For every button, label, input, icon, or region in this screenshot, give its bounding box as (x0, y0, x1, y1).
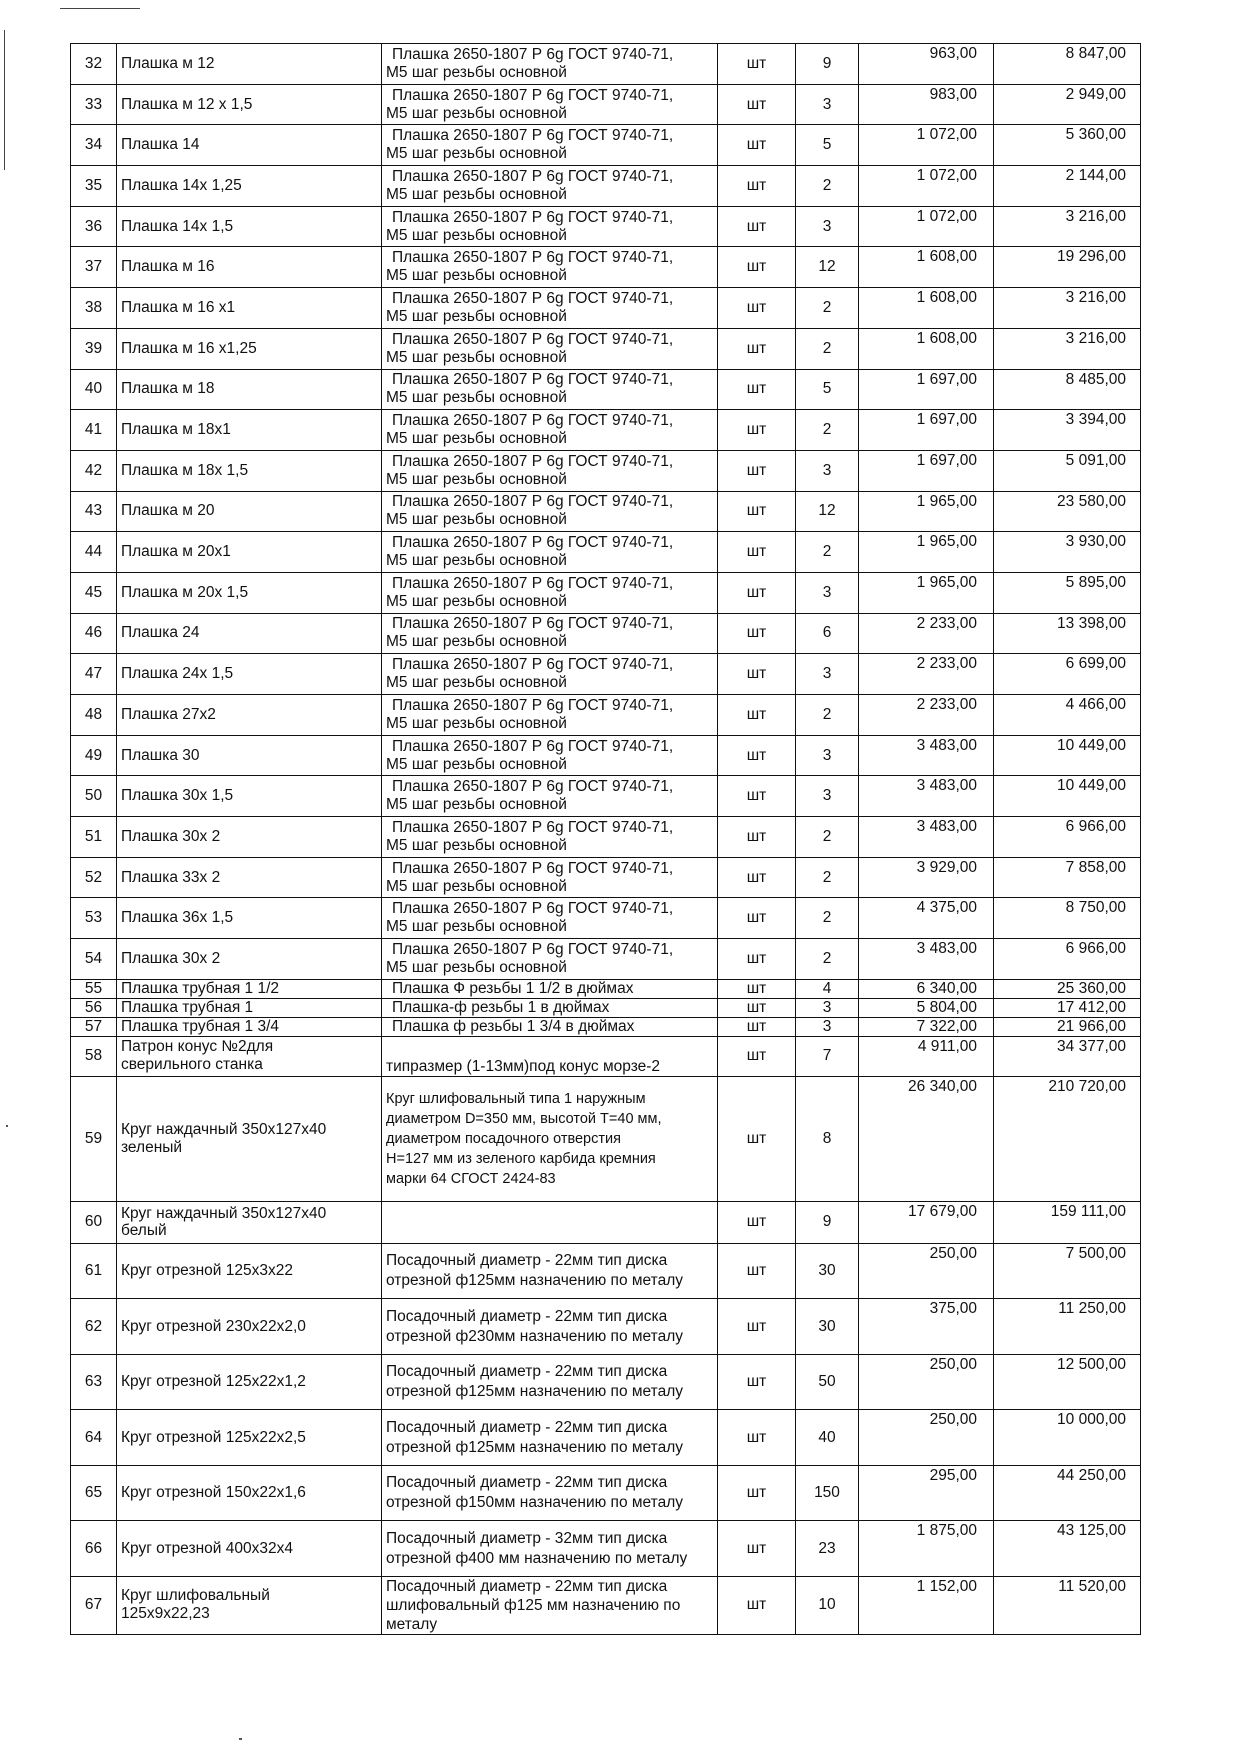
item-name: Круг шлифовальный 125х9х22,23 (117, 1576, 382, 1634)
item-name: Плашка м 16 (117, 247, 382, 288)
item-name: Круг отрезной 125х3х22 (117, 1243, 382, 1299)
item-sum: 5 091,00 (994, 450, 1141, 491)
item-unit: шт (718, 979, 796, 998)
item-description: Плашка 2650-1807 Р 6g ГОСТ 9740-71, М5 шаг резьбы основной (382, 247, 718, 288)
table-row (71, 1576, 1141, 1634)
item-price: 295,00 (859, 1465, 994, 1521)
table-row (71, 1465, 1141, 1521)
item-unit: шт (718, 532, 796, 573)
row-number: 51 (71, 817, 117, 858)
item-description: Плашка 2650-1807 Р 6g ГОСТ 9740-71, М5 шаг резьбы основной (382, 898, 718, 939)
item-quantity: 3 (796, 776, 859, 817)
item-sum: 8 750,00 (994, 898, 1141, 939)
item-price: 17 679,00 (859, 1201, 994, 1243)
item-unit: шт (718, 84, 796, 125)
item-description: Плашка 2650-1807 Р 6g ГОСТ 9740-71, М5 шаг резьбы основной (382, 613, 718, 654)
item-quantity: 30 (796, 1243, 859, 1299)
item-unit: шт (718, 857, 796, 898)
item-name: Плашка м 12 (117, 44, 382, 85)
item-price: 1 072,00 (859, 206, 994, 247)
item-description: Плашка 2650-1807 Р 6g ГОСТ 9740-71, М5 шаг резьбы основной (382, 450, 718, 491)
item-unit: шт (718, 817, 796, 858)
item-name: Плашка м 20х 1,5 (117, 572, 382, 613)
item-quantity: 4 (796, 979, 859, 998)
item-name: Плашка 30х 2 (117, 817, 382, 858)
item-quantity: 7 (796, 1036, 859, 1076)
item-quantity: 3 (796, 735, 859, 776)
item-price: 250,00 (859, 1243, 994, 1299)
item-name: Плашка 14 (117, 125, 382, 166)
item-unit: шт (718, 44, 796, 85)
table-row (71, 125, 1141, 166)
item-quantity: 150 (796, 1465, 859, 1521)
item-description: Посадочный диаметр - 22мм тип диска шлифовальный ф125 мм назначению по металу (382, 1576, 718, 1634)
table-row (71, 44, 1141, 85)
item-quantity: 40 (796, 1410, 859, 1466)
item-quantity: 6 (796, 613, 859, 654)
item-name: Круг отрезной 150х22х1,6 (117, 1465, 382, 1521)
item-description: Круг шлифовальный типа 1 наружным диаметром D=350 мм, высотой T=40 мм, диаметром посадочного отверстия H=127 мм из зеленого карбида кремния марки 64 СГОСТ 2424-83 (382, 1076, 718, 1201)
item-description: Посадочный диаметр - 22мм тип диска отрезной ф150мм назначению по металу (382, 1465, 718, 1521)
item-description: Плашка 2650-1807 Р 6g ГОСТ 9740-71, М5 шаг резьбы основной (382, 166, 718, 207)
row-number: 46 (71, 613, 117, 654)
row-number: 45 (71, 572, 117, 613)
item-price: 1 152,00 (859, 1576, 994, 1634)
item-name: Плашка м 18 (117, 369, 382, 410)
item-description (382, 1201, 718, 1243)
table-row (71, 1201, 1141, 1243)
item-quantity: 2 (796, 898, 859, 939)
item-name: Плашка трубная 1 3/4 (117, 1017, 382, 1036)
item-price: 2 233,00 (859, 695, 994, 736)
item-price: 1 072,00 (859, 166, 994, 207)
row-number: 61 (71, 1243, 117, 1299)
table-row (71, 1354, 1141, 1410)
item-price: 375,00 (859, 1299, 994, 1355)
item-description: Плашка 2650-1807 Р 6g ГОСТ 9740-71, М5 шаг резьбы основной (382, 817, 718, 858)
item-unit: шт (718, 288, 796, 329)
item-sum: 5 360,00 (994, 125, 1141, 166)
item-sum: 44 250,00 (994, 1465, 1141, 1521)
item-quantity: 3 (796, 572, 859, 613)
item-name: Плашка 24х 1,5 (117, 654, 382, 695)
item-price: 250,00 (859, 1354, 994, 1410)
item-price: 1 608,00 (859, 247, 994, 288)
item-quantity: 5 (796, 369, 859, 410)
item-name: Плашка м 16 х1 (117, 288, 382, 329)
row-number: 44 (71, 532, 117, 573)
row-number: 39 (71, 328, 117, 369)
item-price: 250,00 (859, 1410, 994, 1466)
item-sum: 3 216,00 (994, 206, 1141, 247)
item-sum: 10 449,00 (994, 776, 1141, 817)
item-unit: шт (718, 654, 796, 695)
item-price: 1 072,00 (859, 125, 994, 166)
item-description: Посадочный диаметр - 22мм тип диска отрезной ф125мм назначению по металу (382, 1354, 718, 1410)
row-number: 62 (71, 1299, 117, 1355)
row-number: 65 (71, 1465, 117, 1521)
table-row (71, 695, 1141, 736)
item-sum: 159 111,00 (994, 1201, 1141, 1243)
row-number: 40 (71, 369, 117, 410)
item-quantity: 3 (796, 1017, 859, 1036)
item-quantity: 2 (796, 817, 859, 858)
row-number: 36 (71, 206, 117, 247)
item-name: Плашка м 18х 1,5 (117, 450, 382, 491)
item-unit: шт (718, 410, 796, 451)
item-quantity: 3 (796, 654, 859, 695)
item-description: Плашка 2650-1807 Р 6g ГОСТ 9740-71, М5 шаг резьбы основной (382, 532, 718, 573)
item-name: Плашка 30 (117, 735, 382, 776)
item-quantity: 3 (796, 450, 859, 491)
item-quantity: 3 (796, 84, 859, 125)
item-name: Плашка 14х 1,5 (117, 206, 382, 247)
table-row (71, 898, 1141, 939)
table-row (71, 735, 1141, 776)
item-price: 5 804,00 (859, 998, 994, 1017)
item-price: 3 483,00 (859, 939, 994, 980)
item-description: Плашка 2650-1807 Р 6g ГОСТ 9740-71, М5 шаг резьбы основной (382, 939, 718, 980)
item-sum: 3 216,00 (994, 288, 1141, 329)
item-description: Плашка Ф резьбы 1 1/2 в дюймах (382, 979, 718, 998)
table-row (71, 654, 1141, 695)
item-unit: шт (718, 939, 796, 980)
item-description: Плашка 2650-1807 Р 6g ГОСТ 9740-71, М5 шаг резьбы основной (382, 410, 718, 451)
item-unit: шт (718, 1076, 796, 1201)
scan-mark-top (60, 8, 140, 9)
item-price: 1 965,00 (859, 572, 994, 613)
item-description: Плашка 2650-1807 Р 6g ГОСТ 9740-71, М5 шаг резьбы основной (382, 44, 718, 85)
item-unit: шт (718, 1576, 796, 1634)
item-description: Плашка 2650-1807 Р 6g ГОСТ 9740-71, М5 шаг резьбы основной (382, 125, 718, 166)
row-number: 35 (71, 166, 117, 207)
item-unit: шт (718, 776, 796, 817)
item-sum: 8 847,00 (994, 44, 1141, 85)
item-price: 1 965,00 (859, 532, 994, 573)
table-row (71, 247, 1141, 288)
table-row (71, 857, 1141, 898)
item-sum: 3 216,00 (994, 328, 1141, 369)
table-row (71, 328, 1141, 369)
item-sum: 25 360,00 (994, 979, 1141, 998)
item-sum: 210 720,00 (994, 1076, 1141, 1201)
item-price: 2 233,00 (859, 654, 994, 695)
item-unit: шт (718, 125, 796, 166)
item-price: 1 697,00 (859, 369, 994, 410)
row-number: 41 (71, 410, 117, 451)
item-sum: 7 500,00 (994, 1243, 1141, 1299)
table-row (71, 998, 1141, 1017)
item-name: Круг наждачный 350х127х40 белый (117, 1201, 382, 1243)
item-price: 4 375,00 (859, 898, 994, 939)
item-quantity: 2 (796, 857, 859, 898)
item-quantity: 9 (796, 1201, 859, 1243)
item-sum: 34 377,00 (994, 1036, 1141, 1076)
item-description: Посадочный диаметр - 22мм тип диска отрезной ф125мм назначению по металу (382, 1243, 718, 1299)
item-unit: шт (718, 613, 796, 654)
item-name: Плашка 24 (117, 613, 382, 654)
item-quantity: 2 (796, 166, 859, 207)
row-number: 57 (71, 1017, 117, 1036)
row-number: 59 (71, 1076, 117, 1201)
row-number: 67 (71, 1576, 117, 1634)
item-price: 7 322,00 (859, 1017, 994, 1036)
item-sum: 17 412,00 (994, 998, 1141, 1017)
item-quantity: 2 (796, 532, 859, 573)
item-name: Плашка м 18х1 (117, 410, 382, 451)
item-unit: шт (718, 572, 796, 613)
item-quantity: 30 (796, 1299, 859, 1355)
item-description: Плашка 2650-1807 Р 6g ГОСТ 9740-71, М5 шаг резьбы основной (382, 206, 718, 247)
row-number: 43 (71, 491, 117, 532)
item-quantity: 12 (796, 491, 859, 532)
row-number: 42 (71, 450, 117, 491)
table-row (71, 206, 1141, 247)
item-name: Круг отрезной 230х22х2,0 (117, 1299, 382, 1355)
item-sum: 23 580,00 (994, 491, 1141, 532)
item-quantity: 2 (796, 328, 859, 369)
items-table-body (71, 44, 1141, 1635)
table-row (71, 450, 1141, 491)
row-number: 56 (71, 998, 117, 1017)
item-name: Плашка 30х 1,5 (117, 776, 382, 817)
item-unit: шт (718, 1036, 796, 1076)
table-row (71, 979, 1141, 998)
item-name: Плашка 14х 1,25 (117, 166, 382, 207)
table-row (71, 491, 1141, 532)
row-number: 66 (71, 1521, 117, 1577)
row-number: 58 (71, 1036, 117, 1076)
item-description: Плашка 2650-1807 Р 6g ГОСТ 9740-71, М5 шаг резьбы основной (382, 288, 718, 329)
scan-dot (6, 1125, 8, 1127)
item-sum: 19 296,00 (994, 247, 1141, 288)
row-number: 48 (71, 695, 117, 736)
item-name: Плашка м 16 х1,25 (117, 328, 382, 369)
item-description: Плашка 2650-1807 Р 6g ГОСТ 9740-71, М5 шаг резьбы основной (382, 776, 718, 817)
table-row (71, 84, 1141, 125)
item-unit: шт (718, 206, 796, 247)
item-name: Плашка 33х 2 (117, 857, 382, 898)
item-price: 983,00 (859, 84, 994, 125)
row-number: 52 (71, 857, 117, 898)
item-sum: 4 466,00 (994, 695, 1141, 736)
table-row (71, 1243, 1141, 1299)
item-price: 4 911,00 (859, 1036, 994, 1076)
item-quantity: 12 (796, 247, 859, 288)
item-quantity: 10 (796, 1576, 859, 1634)
item-unit: шт (718, 166, 796, 207)
row-number: 64 (71, 1410, 117, 1466)
item-unit: шт (718, 1017, 796, 1036)
item-sum: 21 966,00 (994, 1017, 1141, 1036)
item-quantity: 2 (796, 939, 859, 980)
item-unit: шт (718, 1201, 796, 1243)
item-sum: 2 144,00 (994, 166, 1141, 207)
item-name: Плашка 30х 2 (117, 939, 382, 980)
item-price: 3 483,00 (859, 735, 994, 776)
item-name: Круг наждачный 350х127х40 зеленый (117, 1076, 382, 1201)
item-description: Плашка 2650-1807 Р 6g ГОСТ 9740-71, М5 шаг резьбы основной (382, 369, 718, 410)
item-price: 1 875,00 (859, 1521, 994, 1577)
table-row (71, 410, 1141, 451)
item-name: Плашка трубная 1 1/2 (117, 979, 382, 998)
table-row (71, 1036, 1141, 1076)
row-number: 33 (71, 84, 117, 125)
item-unit: шт (718, 1243, 796, 1299)
item-quantity: 3 (796, 206, 859, 247)
table-row (71, 1299, 1141, 1355)
item-sum: 10 000,00 (994, 1410, 1141, 1466)
item-name: Плашка 36х 1,5 (117, 898, 382, 939)
scan-dot (239, 1738, 242, 1740)
item-price: 2 233,00 (859, 613, 994, 654)
row-number: 55 (71, 979, 117, 998)
row-number: 37 (71, 247, 117, 288)
scan-mark-left (4, 30, 5, 170)
item-sum: 13 398,00 (994, 613, 1141, 654)
item-unit: шт (718, 1410, 796, 1466)
item-description: Плашка 2650-1807 Р 6g ГОСТ 9740-71, М5 шаг резьбы основной (382, 857, 718, 898)
item-name: Патрон конус №2для сверильного станка (117, 1036, 382, 1076)
item-price: 3 483,00 (859, 776, 994, 817)
item-quantity: 3 (796, 998, 859, 1017)
row-number: 53 (71, 898, 117, 939)
row-number: 54 (71, 939, 117, 980)
row-number: 50 (71, 776, 117, 817)
item-description: Плашка 2650-1807 Р 6g ГОСТ 9740-71, М5 шаг резьбы основной (382, 328, 718, 369)
item-unit: шт (718, 247, 796, 288)
item-unit: шт (718, 491, 796, 532)
item-description: Плашка 2650-1807 Р 6g ГОСТ 9740-71, М5 шаг резьбы основной (382, 84, 718, 125)
item-description: Плашка ф резьбы 1 3/4 в дюймах (382, 1017, 718, 1036)
item-description: Плашка 2650-1807 Р 6g ГОСТ 9740-71, М5 шаг резьбы основной (382, 572, 718, 613)
item-quantity: 50 (796, 1354, 859, 1410)
item-price: 1 965,00 (859, 491, 994, 532)
item-sum: 12 500,00 (994, 1354, 1141, 1410)
document-page (70, 43, 1140, 1635)
item-unit: шт (718, 1354, 796, 1410)
item-quantity: 5 (796, 125, 859, 166)
item-sum: 5 895,00 (994, 572, 1141, 613)
table-row (71, 532, 1141, 573)
item-price: 26 340,00 (859, 1076, 994, 1201)
item-quantity: 23 (796, 1521, 859, 1577)
item-unit: шт (718, 898, 796, 939)
item-name: Плашка трубная 1 (117, 998, 382, 1017)
item-quantity: 9 (796, 44, 859, 85)
table-row (71, 1410, 1141, 1466)
item-sum: 7 858,00 (994, 857, 1141, 898)
item-unit: шт (718, 1299, 796, 1355)
item-price: 6 340,00 (859, 979, 994, 998)
table-row (71, 288, 1141, 329)
item-price: 963,00 (859, 44, 994, 85)
row-number: 49 (71, 735, 117, 776)
item-unit: шт (718, 998, 796, 1017)
table-row (71, 1076, 1141, 1201)
item-sum: 43 125,00 (994, 1521, 1141, 1577)
table-row (71, 1521, 1141, 1577)
table-row (71, 1017, 1141, 1036)
item-sum: 11 520,00 (994, 1576, 1141, 1634)
item-sum: 10 449,00 (994, 735, 1141, 776)
item-sum: 3 394,00 (994, 410, 1141, 451)
item-price: 1 697,00 (859, 410, 994, 451)
table-row (71, 369, 1141, 410)
items-table (70, 43, 1141, 1635)
item-unit: шт (718, 695, 796, 736)
table-row (71, 613, 1141, 654)
row-number: 60 (71, 1201, 117, 1243)
item-sum: 11 250,00 (994, 1299, 1141, 1355)
item-name: Круг отрезной 125х22х1,2 (117, 1354, 382, 1410)
row-number: 34 (71, 125, 117, 166)
row-number: 32 (71, 44, 117, 85)
item-description: Плашка-ф резьбы 1 в дюймах (382, 998, 718, 1017)
item-description: Плашка 2650-1807 Р 6g ГОСТ 9740-71, М5 шаг резьбы основной (382, 735, 718, 776)
row-number: 63 (71, 1354, 117, 1410)
item-unit: шт (718, 1521, 796, 1577)
item-price: 1 608,00 (859, 288, 994, 329)
item-quantity: 8 (796, 1076, 859, 1201)
item-unit: шт (718, 735, 796, 776)
item-unit: шт (718, 1465, 796, 1521)
item-name: Плашка м 20х1 (117, 532, 382, 573)
item-description: Посадочный диаметр - 22мм тип диска отрезной ф125мм назначению по металу (382, 1410, 718, 1466)
item-quantity: 2 (796, 288, 859, 329)
item-description: Плашка 2650-1807 Р 6g ГОСТ 9740-71, М5 шаг резьбы основной (382, 654, 718, 695)
item-name: Круг отрезной 125х22х2,5 (117, 1410, 382, 1466)
item-name: Плашка 27х2 (117, 695, 382, 736)
item-price: 3 929,00 (859, 857, 994, 898)
item-description: Плашка 2650-1807 Р 6g ГОСТ 9740-71, М5 шаг резьбы основной (382, 695, 718, 736)
item-sum: 8 485,00 (994, 369, 1141, 410)
item-sum: 2 949,00 (994, 84, 1141, 125)
item-price: 1 608,00 (859, 328, 994, 369)
table-row (71, 572, 1141, 613)
item-unit: шт (718, 369, 796, 410)
item-description: типразмер (1-13мм)под конус морзе-2 (382, 1036, 718, 1076)
item-unit: шт (718, 328, 796, 369)
table-row (71, 776, 1141, 817)
item-sum: 6 699,00 (994, 654, 1141, 695)
table-row (71, 939, 1141, 980)
item-name: Плашка м 20 (117, 491, 382, 532)
item-description: Посадочный диаметр - 32мм тип диска отрезной ф400 мм назначению по металу (382, 1521, 718, 1577)
row-number: 38 (71, 288, 117, 329)
item-price: 1 697,00 (859, 450, 994, 491)
table-row (71, 817, 1141, 858)
item-description: Посадочный диаметр - 22мм тип диска отрезной ф230мм назначению по металу (382, 1299, 718, 1355)
item-quantity: 2 (796, 410, 859, 451)
item-name: Круг отрезной 400х32х4 (117, 1521, 382, 1577)
item-quantity: 2 (796, 695, 859, 736)
item-name: Плашка м 12 х 1,5 (117, 84, 382, 125)
item-sum: 3 930,00 (994, 532, 1141, 573)
item-description: Плашка 2650-1807 Р 6g ГОСТ 9740-71, М5 шаг резьбы основной (382, 491, 718, 532)
table-row (71, 166, 1141, 207)
row-number: 47 (71, 654, 117, 695)
item-sum: 6 966,00 (994, 939, 1141, 980)
item-sum: 6 966,00 (994, 817, 1141, 858)
item-unit: шт (718, 450, 796, 491)
item-price: 3 483,00 (859, 817, 994, 858)
